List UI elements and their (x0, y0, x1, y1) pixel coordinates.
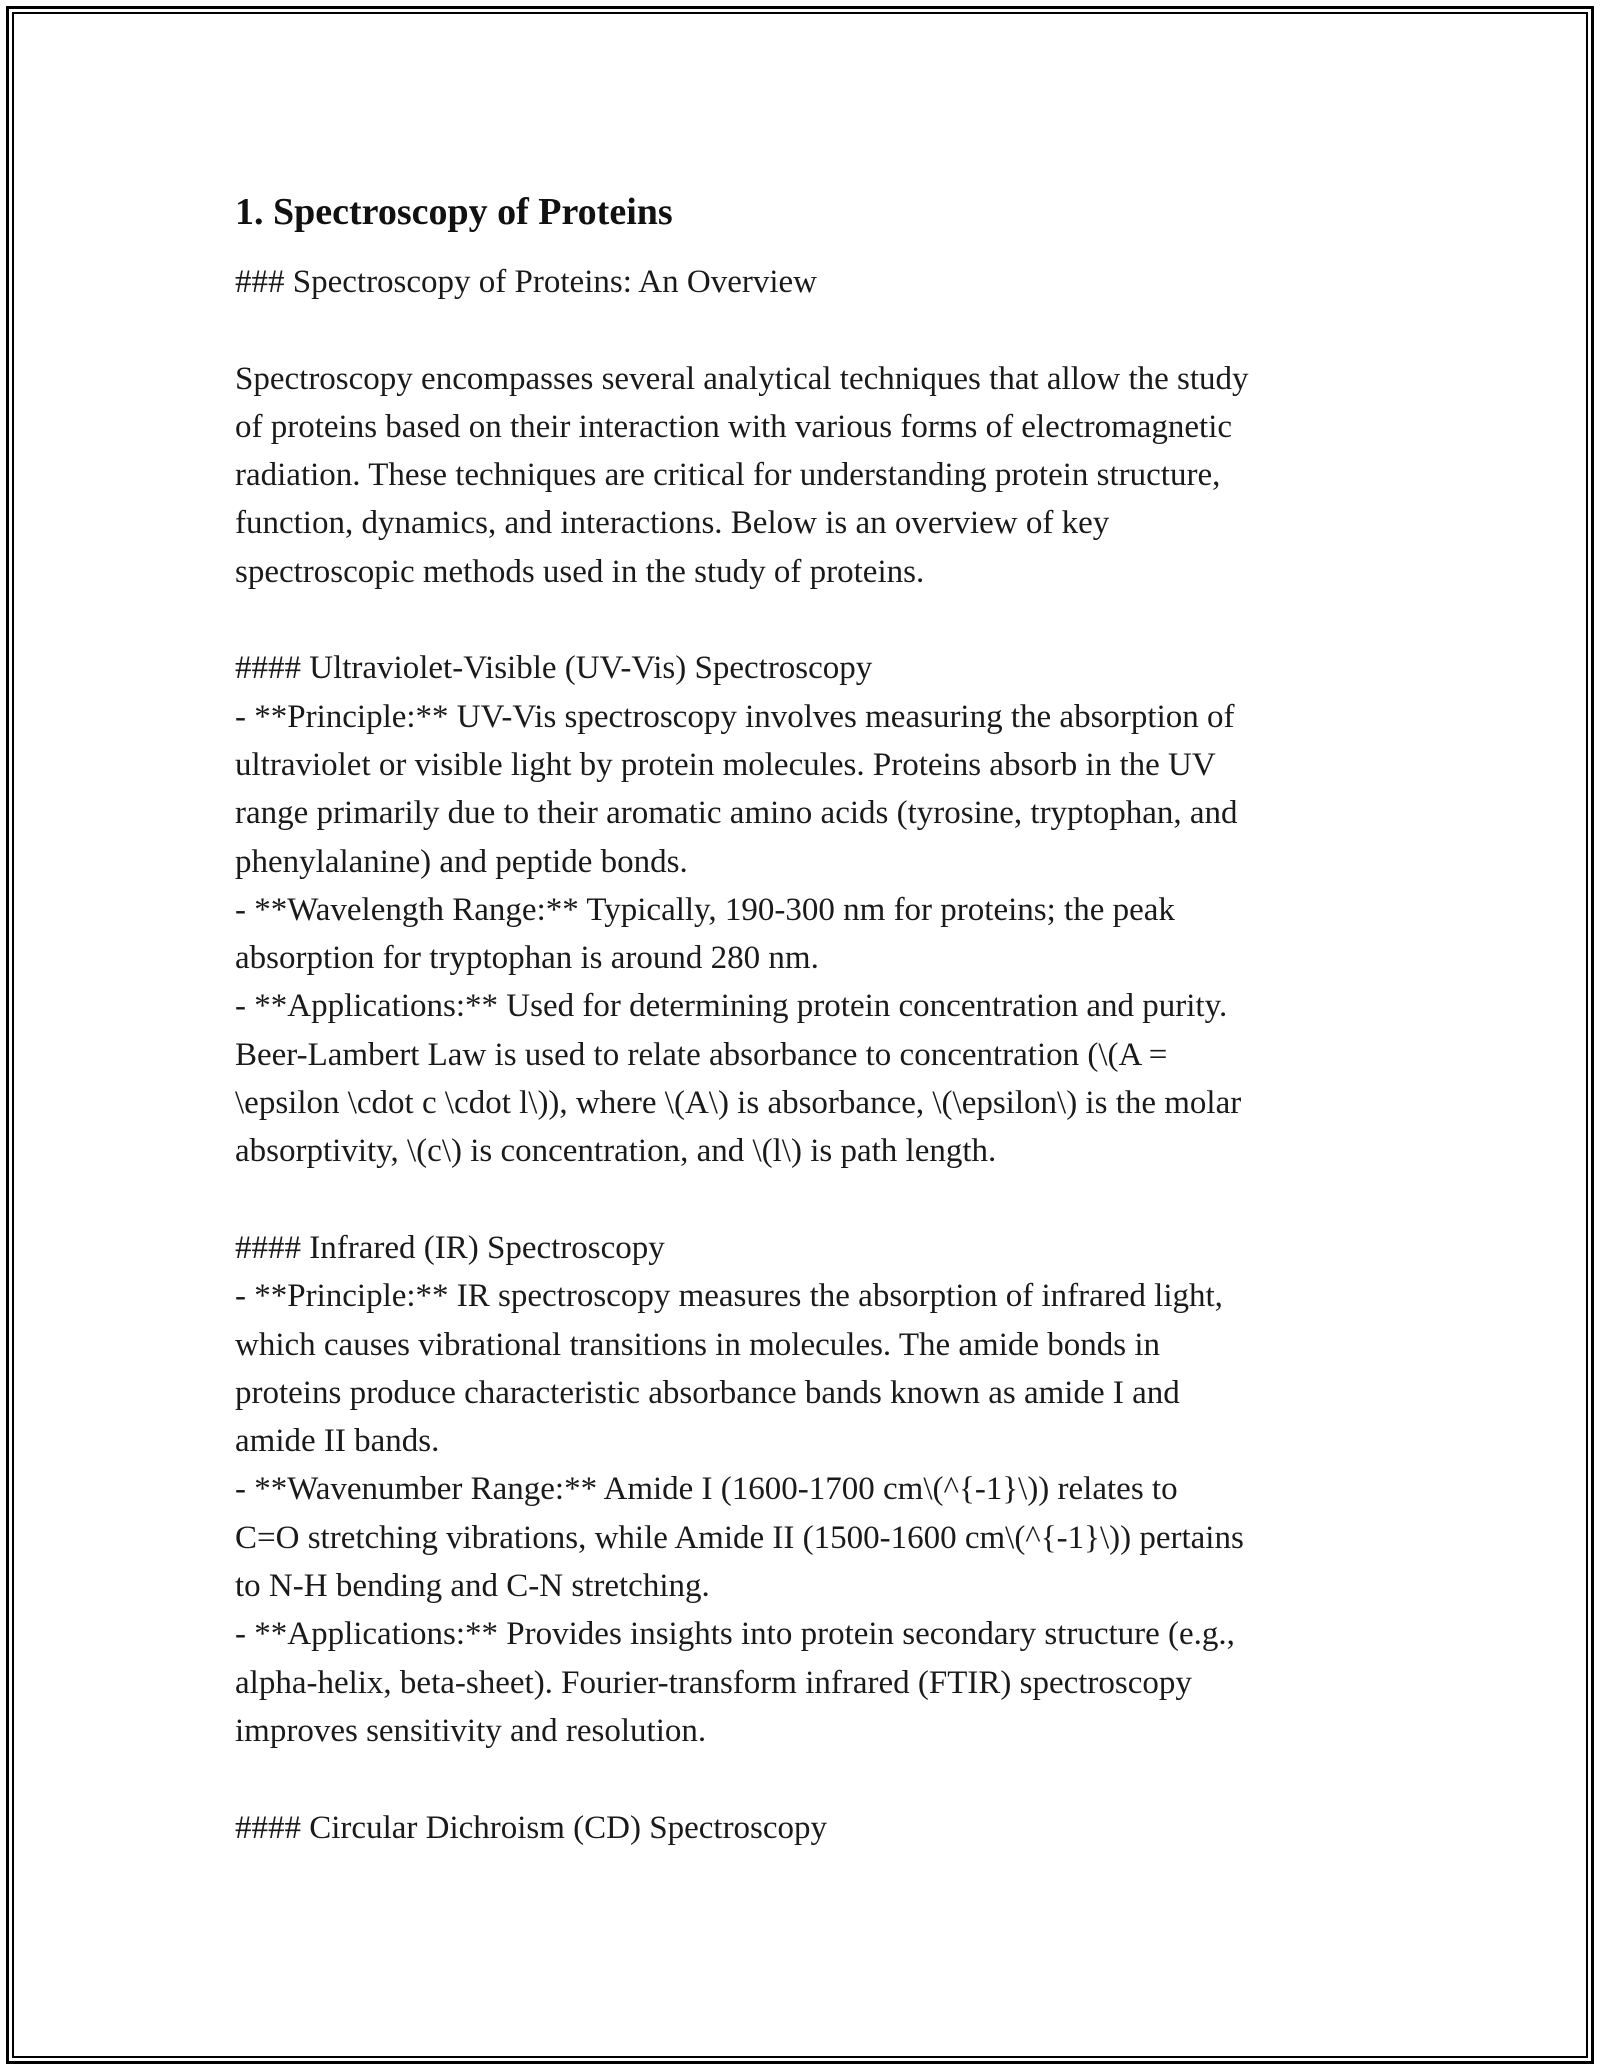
text-line: - **Applications:** Provides insights into protein secondary structure (e.g., (235, 1616, 1235, 1653)
text-line: range primarily due to their aromatic amino acids (tyrosine, tryptophan, and (235, 795, 1238, 832)
page-title: 1. Spectroscopy of Proteins (235, 191, 673, 233)
text-line: improves sensitivity and resolution. (235, 1712, 707, 1749)
text-line: spectroscopic methods used in the study of proteins. (235, 553, 925, 590)
text-line: alpha-helix, beta-sheet). Fourier-transform infrared (FTIR) spectroscopy (235, 1664, 1192, 1701)
blank-line (235, 596, 1375, 644)
text-line: of proteins based on their interaction with various forms of electromagnetic (235, 408, 1233, 445)
text-line: radiation. These techniques are critical for understanding protein structure, (235, 457, 1221, 494)
blank-line (235, 306, 1375, 354)
text-line: #### Ultraviolet-Visible (UV-Vis) Spectroscopy (235, 650, 873, 687)
text-line: - **Applications:** Used for determining protein concentration and purity. (235, 988, 1228, 1025)
text-line: Beer-Lambert Law is used to relate absorbance to concentration (\(A = (235, 1036, 1168, 1073)
text-line: proteins produce characteristic absorbance bands known as amide I and (235, 1374, 1180, 1411)
text-line: Spectroscopy encompasses several analytical techniques that allow the study (235, 360, 1249, 397)
text-line: amide II bands. (235, 1423, 440, 1460)
text-line: which causes vibrational transitions in molecules. The amide bonds in (235, 1326, 1161, 1363)
text-line: - **Principle:** UV-Vis spectroscopy involves measuring the absorption of (235, 698, 1235, 735)
text-line: #### Circular Dichroism (CD) Spectroscopy (235, 1809, 828, 1846)
text-line: to N-H bending and C-N stretching. (235, 1568, 710, 1605)
text-lines (235, 258, 1375, 1852)
text-line: - **Principle:** IR spectroscopy measures the absorption of infrared light, (235, 1278, 1223, 1315)
text-line: phenylalanine) and peptide bonds. (235, 843, 688, 880)
text-line: #### Infrared (IR) Spectroscopy (235, 1229, 665, 1266)
text-line: absorption for tryptophan is around 280 nm. (235, 940, 819, 977)
blank-line (235, 1176, 1375, 1224)
text-line: ultraviolet or visible light by protein molecules. Proteins absorb in the UV (235, 746, 1216, 783)
text-line: - **Wavelength Range:** Typically, 190-300 nm for proteins; the peak (235, 891, 1175, 928)
text-line: absorptivity, \(c\) is concentration, and \(l\) is path length. (235, 1133, 997, 1170)
text-line: \epsilon \cdot c \cdot l\)), where \(A\) is absorbance, \(\epsilon\) is the molar (235, 1085, 1242, 1122)
blank-line (235, 1755, 1375, 1803)
document-body (235, 188, 1375, 1852)
text-line: function, dynamics, and interactions. Below is an overview of key (235, 505, 1110, 542)
text-line: - **Wavenumber Range:** Amide I (1600-1700 cm\(^{-1}\)) relates to (235, 1471, 1178, 1508)
text-line: ### Spectroscopy of Proteins: An Overview (235, 264, 817, 300)
text-line: C=O stretching vibrations, while Amide II (1500-1600 cm\(^{-1}\)) pertains (235, 1519, 1244, 1556)
